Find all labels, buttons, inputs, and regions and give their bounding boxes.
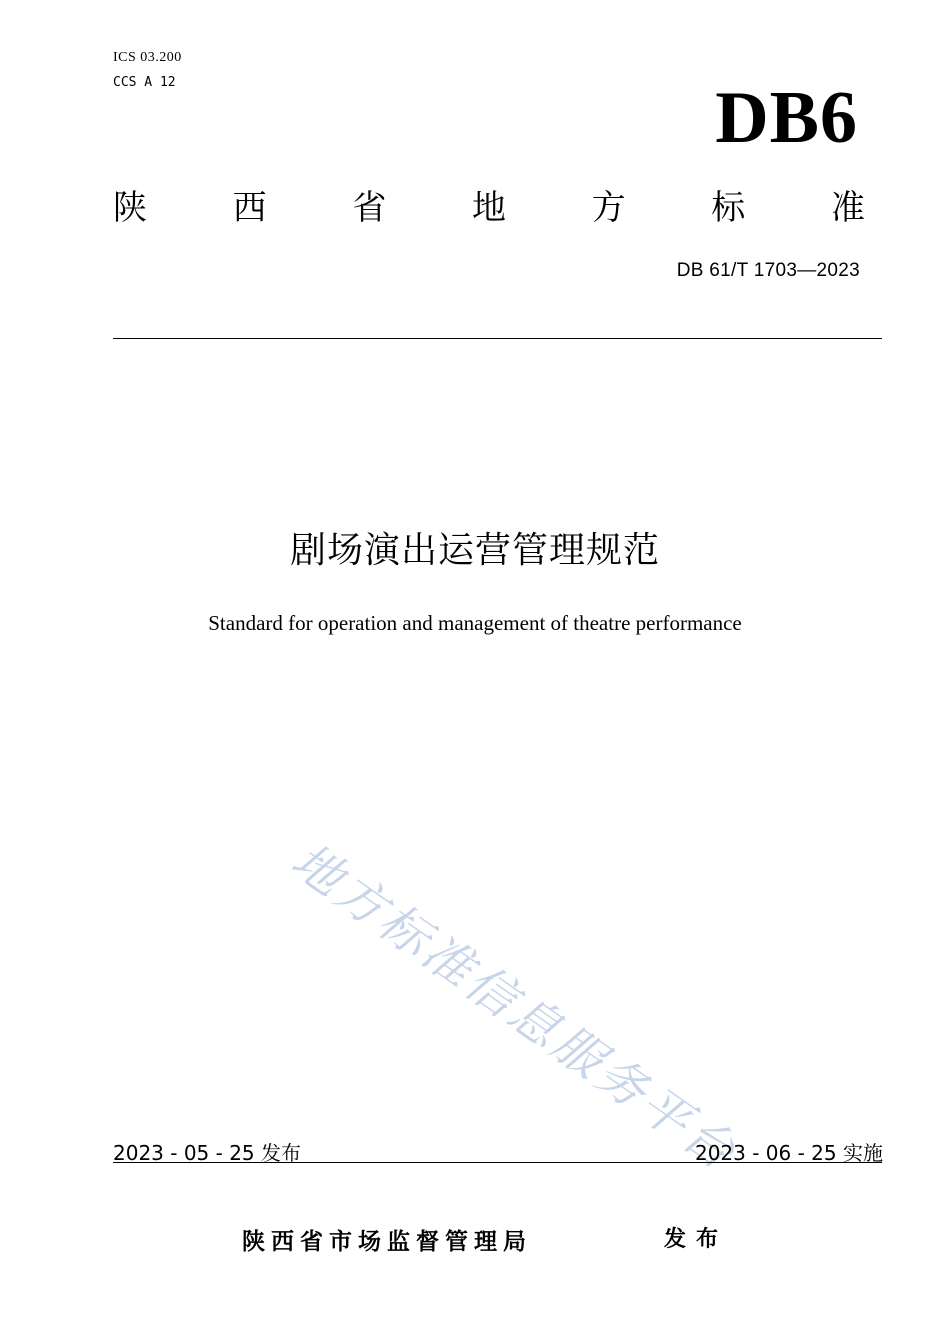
standard-type-char: 省: [352, 188, 387, 228]
ics-code: ICS 03.200: [113, 50, 182, 65]
title-chinese: 剧场演出运营管理规范: [289, 530, 660, 571]
ccs-code: CCS A 12: [113, 75, 176, 90]
standard-type-char: 陕: [113, 188, 147, 228]
top-divider: [113, 338, 882, 339]
publish-label: 发布: [664, 1227, 729, 1252]
standard-type-char: 西: [232, 188, 267, 228]
standard-type-char: 方: [591, 188, 626, 228]
implement-date: 2023 - 06 - 25 实施: [694, 1141, 883, 1165]
standard-number: DB 61/T 1703—2023: [676, 260, 860, 281]
watermark: 地方标准信息服务平台: [281, 831, 748, 1183]
standard-type-heading: [113, 186, 865, 230]
title-english: Standard for operation and management of theatre performance: [208, 611, 742, 635]
bottom-divider: [113, 1162, 882, 1163]
issuer: 陕西省市场监督管理局: [242, 1229, 532, 1255]
issue-date: 2023 - 05 - 25 发布: [113, 1141, 302, 1165]
standard-type-char: 地: [471, 188, 506, 228]
db6-logo: DB6: [715, 77, 858, 159]
standard-type-char: 准: [830, 188, 865, 228]
standard-type-char: 标: [711, 188, 746, 228]
